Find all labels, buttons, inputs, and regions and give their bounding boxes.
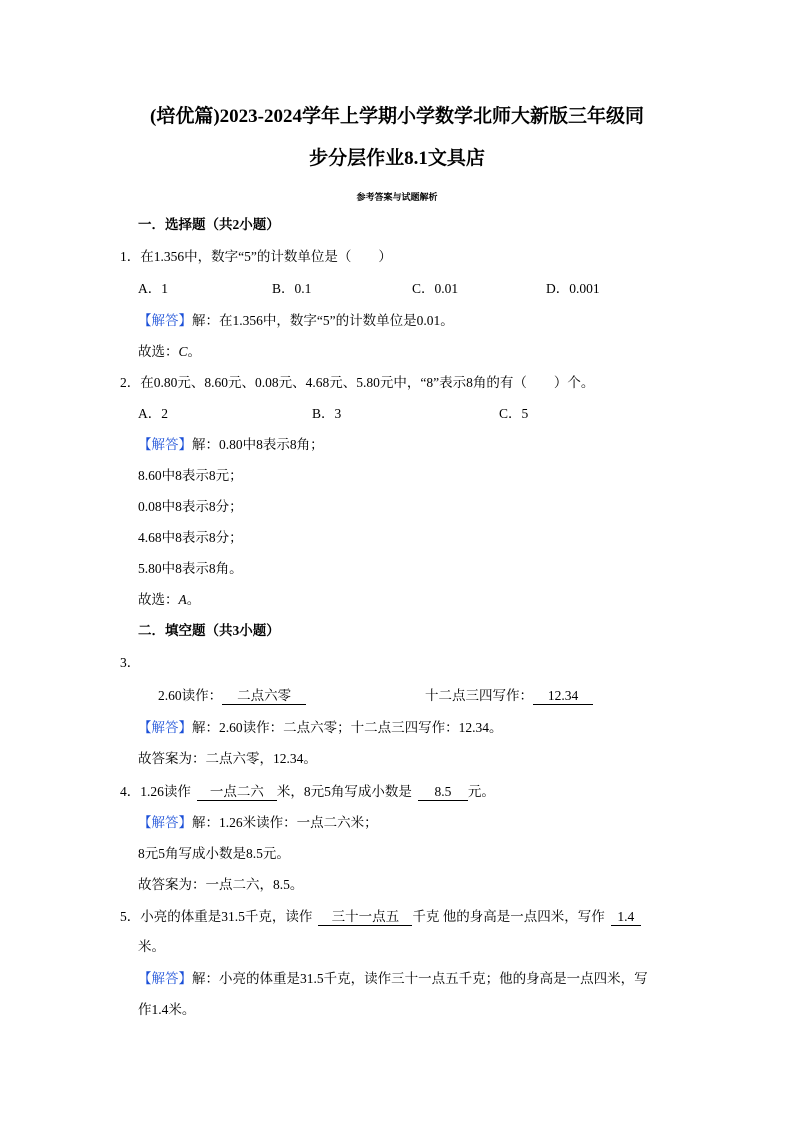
fill-blank: 一点二六: [197, 783, 277, 801]
document-subtitle: 参考答案与试题解析: [356, 192, 438, 202]
choice-letter: A: [178, 592, 187, 607]
choice-prefix: 故选：: [138, 344, 179, 359]
question-3-left: [158, 686, 306, 706]
fill-blank: 12.34: [533, 687, 593, 705]
question-4-stem: [120, 782, 495, 802]
question-1-choice: [138, 342, 201, 362]
choice-prefix: 故选：: [138, 592, 179, 607]
question-4-answer-line2: 8元5角写成小数是8.5元。: [138, 846, 290, 861]
question-2-answer-line1: [138, 435, 324, 455]
question-4-final: 故答案为：一点二六，8.5。: [138, 877, 304, 892]
question-4-answer-line1: [138, 813, 378, 833]
fill-blank: 1.4: [611, 908, 641, 926]
answer-text: 解：0.80中8表示8角；: [192, 437, 324, 452]
text: 5．小亮的体重是31.5千克，读作: [120, 909, 313, 924]
question-1-option-c: C．0.01: [412, 281, 459, 296]
question-1-answer: [138, 311, 454, 331]
question-2-answer-line4: 4.68中8表示8分；: [138, 530, 243, 545]
answer-tag: 【解答】: [138, 720, 192, 735]
label: 十二点三四写作：: [425, 688, 533, 703]
choice-suffix: 。: [186, 592, 201, 607]
fill-blank: 8.5: [418, 783, 468, 801]
answer-tag: 【解答】: [138, 313, 192, 328]
question-1-option-b: B．0.1: [272, 281, 312, 296]
question-2-choice: [138, 590, 200, 610]
question-2-option-b: B．3: [312, 406, 342, 421]
answer-text: 解：1.26米读作：一点二六米；: [192, 815, 378, 830]
answer-tag: 【解答】: [138, 971, 192, 986]
text: 元。: [467, 784, 495, 799]
document-title-line1: (培优篇)2023-2024学年上学期小学数学北师大新版三年级同: [150, 106, 644, 127]
question-2-option-a: A．2: [138, 406, 168, 421]
question-5-answer-line2: 作1.4米。: [138, 1002, 196, 1017]
choice-suffix: 。: [187, 344, 202, 359]
question-2-answer-line5: 5.80中8表示8角。: [138, 561, 243, 576]
fill-blank: 二点六零: [222, 687, 306, 705]
question-5-stem-end: 米。: [138, 939, 165, 954]
question-3-answer: [138, 718, 503, 738]
question-3-right: [425, 686, 593, 706]
text: 米，8元5角写成小数是: [276, 784, 412, 799]
answer-tag: 【解答】: [138, 815, 192, 830]
text: 4．1.26读作: [120, 784, 191, 799]
answer-text: 解：小亮的体重是31.5千克，读作三十一点五千克；他的身高是一点四米，写: [192, 971, 648, 986]
question-2-answer-line3: 0.08中8表示8分；: [138, 499, 243, 514]
answer-text: 解：在1.356中，数字“5”的计数单位是0.01。: [192, 313, 454, 328]
question-1-option-d: D．0.001: [546, 281, 600, 296]
question-3-final: 故答案为：二点六零，12.34。: [138, 751, 317, 766]
section-heading-fill: 二．填空题（共3小题）: [138, 623, 280, 638]
fill-blank: 三十一点五: [318, 908, 412, 926]
choice-letter: C: [178, 344, 188, 359]
question-5-stem: [120, 907, 641, 927]
question-3-number: 3．: [120, 655, 141, 670]
answer-text: 解：2.60读作：二点六零；十二点三四写作：12.34。: [192, 720, 503, 735]
question-1-stem: 1．在1.356中，数字“5”的计数单位是（ ）: [120, 249, 392, 264]
text: 千克 他的身高是一点四米，写作: [412, 909, 605, 924]
question-5-answer-line1: [138, 969, 648, 989]
answer-tag: 【解答】: [138, 437, 192, 452]
document-title-line2: 步分层作业8.1文具店: [309, 148, 485, 169]
section-heading-choice: 一．选择题（共2小题）: [138, 217, 280, 232]
label: 2.60读作：: [158, 688, 223, 703]
question-2-answer-line2: 8.60中8表示8元；: [138, 468, 243, 483]
question-2-option-c: C．5: [499, 406, 529, 421]
question-1-option-a: A．1: [138, 281, 168, 296]
question-2-stem: 2．在0.80元、8.60元、0.08元、4.68元、5.80元中，“8”表示8角的有（ ）个。: [120, 375, 595, 390]
